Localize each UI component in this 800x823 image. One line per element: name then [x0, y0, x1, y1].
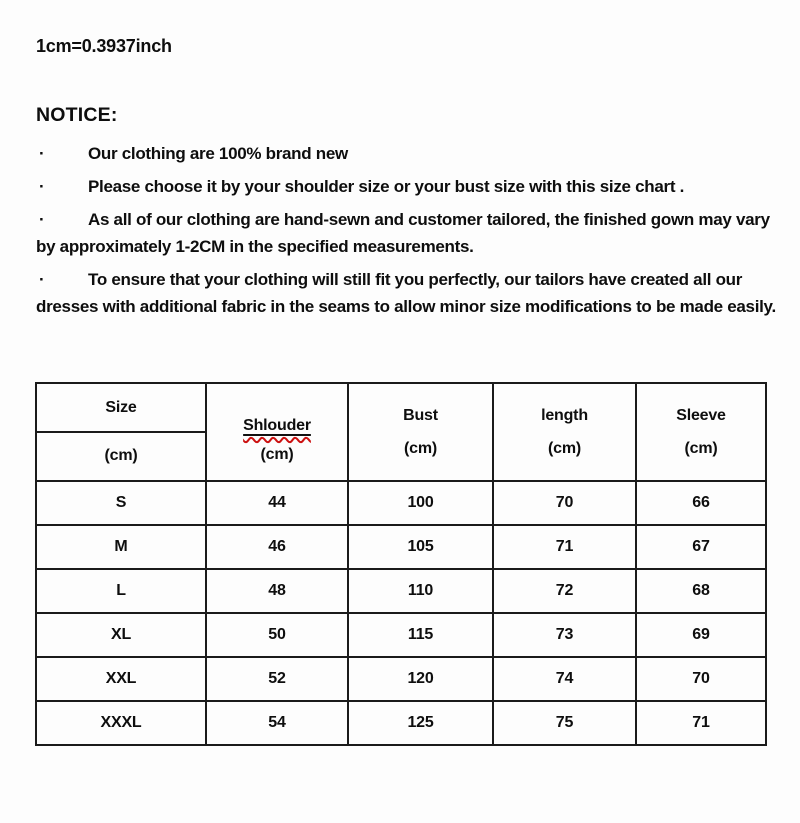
column-header-length: [493, 383, 636, 481]
notice-item: [36, 173, 778, 200]
shoulder-cell: 50: [206, 613, 348, 657]
misspelled-underline: [243, 417, 311, 435]
shoulder-cell: 44: [206, 481, 348, 525]
column-unit: (cm): [548, 439, 581, 457]
bullet-marker: ·: [39, 210, 45, 229]
size-cell: XXL: [36, 657, 206, 701]
notice-item-text: To ensure that your clothing will still fit you perfectly, our tailors have created all our dresses with additional fabric in the seams to allow minor size modifications to be made easily.: [36, 270, 776, 316]
size-cell: S: [36, 481, 206, 525]
table-row: [36, 657, 766, 701]
size-cell: L: [36, 569, 206, 613]
table-row: [36, 481, 766, 525]
bullet-marker: ·: [39, 144, 45, 163]
column-label: length: [541, 406, 588, 424]
length-cell: 72: [493, 569, 636, 613]
size-chart-table: [35, 382, 767, 746]
bullet-marker: ·: [39, 270, 45, 289]
notice-item-text: Please choose it by your shoulder size or your bust size with this size chart .: [88, 177, 685, 196]
bust-cell: 125: [348, 701, 493, 745]
bullet-marker: ·: [39, 177, 45, 196]
sleeve-cell: 67: [636, 525, 766, 569]
shoulder-cell: 48: [206, 569, 348, 613]
size-header-unit-cell: [37, 433, 205, 479]
sleeve-cell: 70: [636, 657, 766, 701]
notice-item: [36, 140, 778, 167]
notice-item-text: Our clothing are 100% brand new: [88, 144, 348, 163]
bust-cell: 100: [348, 481, 493, 525]
length-cell: 75: [493, 701, 636, 745]
column-unit: (cm): [104, 447, 138, 464]
table-row: [36, 701, 766, 745]
notice-title: NOTICE:: [36, 104, 118, 126]
length-cell: 71: [493, 525, 636, 569]
size-cell: M: [36, 525, 206, 569]
table-header-row: [36, 383, 766, 481]
bust-cell: 120: [348, 657, 493, 701]
table-row: [36, 525, 766, 569]
column-label: Sleeve: [676, 406, 726, 424]
sleeve-cell: 66: [636, 481, 766, 525]
shoulder-cell: 46: [206, 525, 348, 569]
notice-item: [36, 206, 778, 260]
column-label: Size: [105, 399, 137, 416]
column-header-sleeve: [636, 383, 766, 481]
table-row: [36, 569, 766, 613]
notice-item: [36, 266, 778, 320]
length-cell: 70: [493, 481, 636, 525]
column-label: Bust: [403, 406, 438, 424]
column-header-size: [36, 383, 206, 481]
bust-cell: 115: [348, 613, 493, 657]
shoulder-cell: 52: [206, 657, 348, 701]
column-unit: (cm): [260, 445, 294, 463]
bust-cell: 105: [348, 525, 493, 569]
column-label: Shlouder: [243, 416, 311, 434]
length-cell: 74: [493, 657, 636, 701]
column-unit: (cm): [684, 439, 718, 457]
size-header-label-cell: [37, 385, 205, 433]
notice-list: [36, 140, 778, 320]
shoulder-cell: 54: [206, 701, 348, 745]
bust-cell: 110: [348, 569, 493, 613]
table-row: [36, 613, 766, 657]
column-header-bust: [348, 383, 493, 481]
sleeve-cell: 71: [636, 701, 766, 745]
length-cell: 73: [493, 613, 636, 657]
column-header-shoulder: [206, 383, 348, 481]
sleeve-cell: 68: [636, 569, 766, 613]
notice-item-text: As all of our clothing are hand-sewn and customer tailored, the finished gown may vary by approximately 1-2CM in the specified measurements.: [36, 210, 770, 256]
conversion-note: 1cm=0.3937inch: [36, 36, 172, 56]
sleeve-cell: 69: [636, 613, 766, 657]
size-cell: XL: [36, 613, 206, 657]
size-cell: XXXL: [36, 701, 206, 745]
column-unit: (cm): [404, 439, 437, 457]
